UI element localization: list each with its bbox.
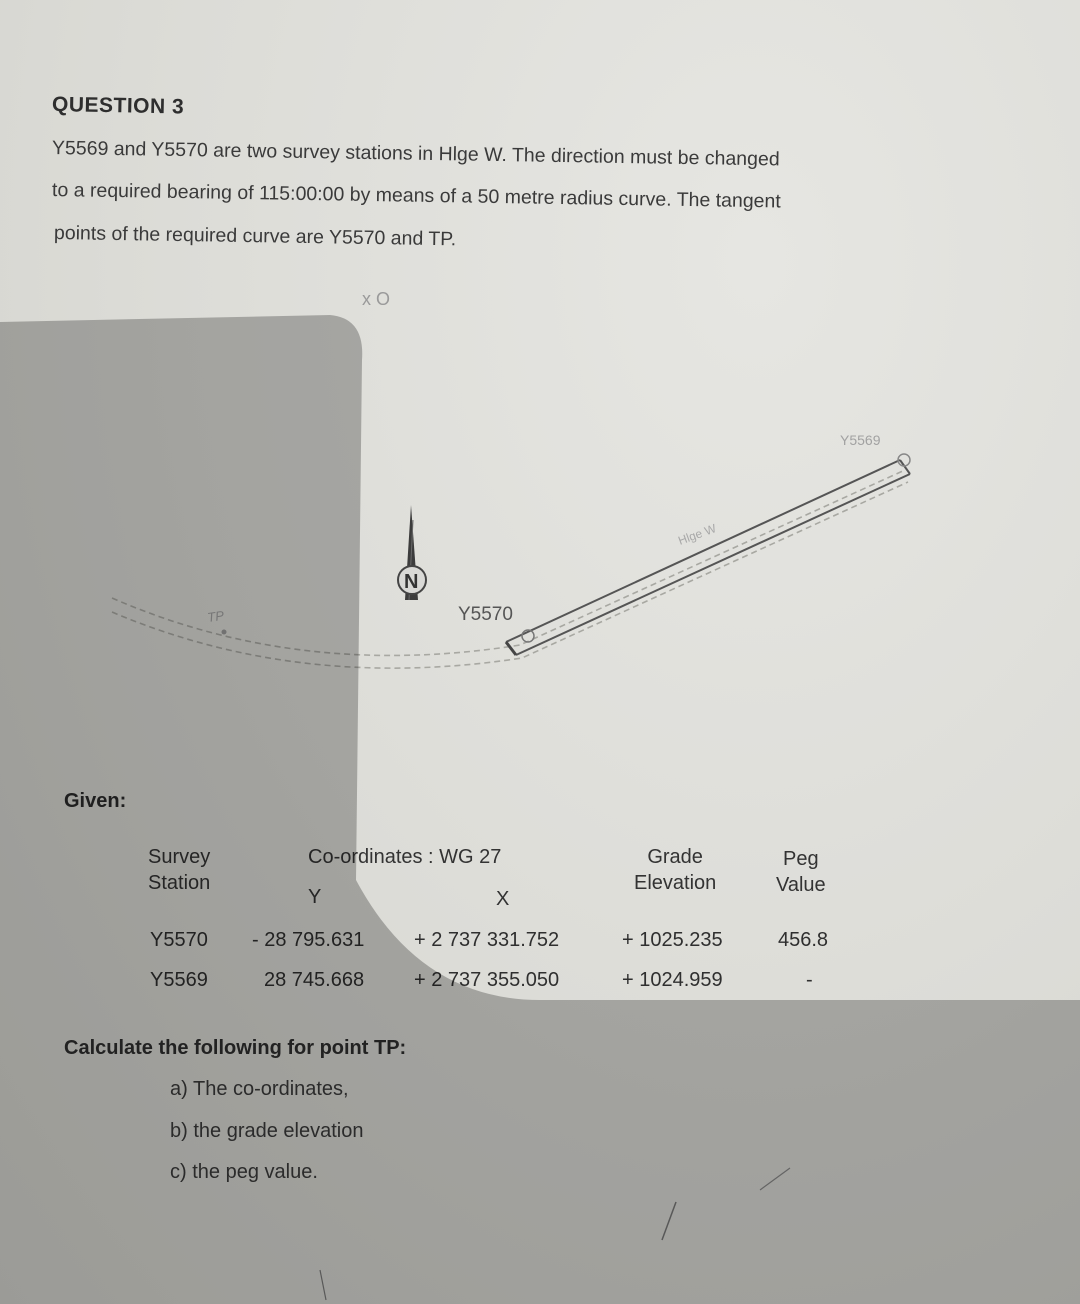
tp-label: TP xyxy=(206,607,225,625)
y5569-label: Y5569 xyxy=(840,432,881,448)
row2-x: + 2 737 355.050 xyxy=(414,969,560,991)
question-title: QUESTION 3 xyxy=(51,93,185,119)
row2-grade: + 1024.959 xyxy=(622,969,723,991)
row2-y: 28 745.668 xyxy=(264,969,365,991)
header-station-line-1: Survey xyxy=(148,846,211,868)
calculate-item-b: b) the grade elevation xyxy=(170,1120,364,1142)
row1-peg: 456.8 xyxy=(778,929,829,951)
row1-y: - 28 795.631 xyxy=(252,929,365,951)
header-station-line-2: Station xyxy=(148,872,211,894)
question-text-line-2: to a required bearing of 115:00:00 by means of a 50 metre radius curve. The tangent xyxy=(51,179,781,213)
north-label: N xyxy=(404,571,419,593)
given-label: Given: xyxy=(64,790,127,812)
y5570-label: Y5570 xyxy=(458,604,513,625)
calculate-item-a: a) The co-ordinates, xyxy=(170,1078,349,1100)
row2-peg: - xyxy=(806,969,813,991)
calculate-item-c: c) the peg value. xyxy=(170,1161,318,1183)
header-grade-line-2: Elevation xyxy=(634,872,717,894)
header-peg-line-2: Value xyxy=(776,874,826,896)
header-grade-line-1: Grade xyxy=(647,846,703,868)
curve-centre-label: x O xyxy=(362,289,391,309)
header-peg-line-1: Peg xyxy=(783,848,819,870)
question-text-line-1: Y5569 and Y5570 are two survey stations in Hlge W. The direction must be changed xyxy=(51,137,780,171)
row2-station: Y5569 xyxy=(150,969,208,991)
question-text-line-3: points of the required curve are Y5570 and TP. xyxy=(53,222,457,251)
row1-grade: + 1025.235 xyxy=(622,929,723,951)
header-coordinates: Co-ordinates : WG 27 xyxy=(308,846,502,868)
row1-x: + 2 737 331.752 xyxy=(414,929,560,951)
road-name-label: Hlge W xyxy=(676,521,718,548)
header-y: Y xyxy=(308,886,322,908)
header-x: X xyxy=(496,888,510,910)
row1-station: Y5570 xyxy=(150,929,208,951)
calculate-heading: Calculate the following for point TP: xyxy=(64,1037,407,1059)
